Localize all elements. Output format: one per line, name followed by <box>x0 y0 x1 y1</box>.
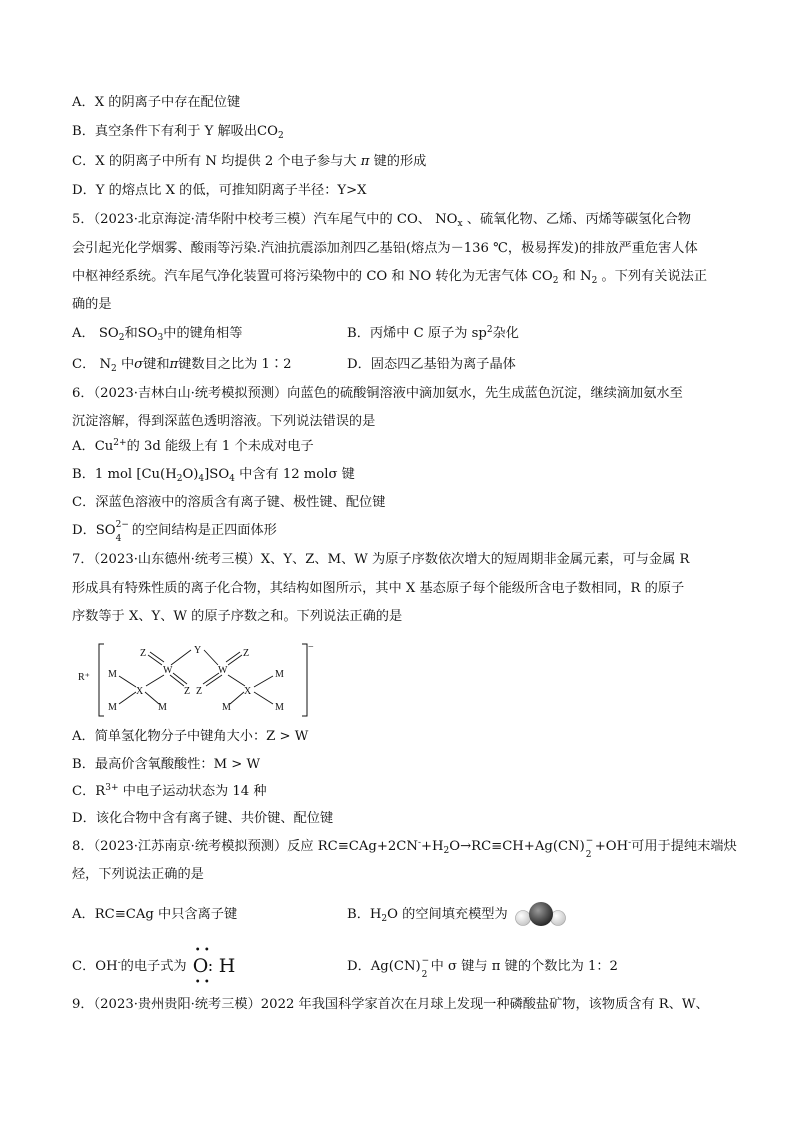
atom-w1: W <box>163 665 173 676</box>
q7-structure-figure <box>72 640 332 722</box>
cation-label: R⁺ <box>78 672 90 683</box>
atom-z2: Z <box>243 648 250 659</box>
atom-y: Y <box>194 645 202 656</box>
q8-stem-line2: 烃，下列说法正确的是 <box>72 867 204 882</box>
atom-z3: Z <box>184 686 191 697</box>
q4-option-b: B．真空条件下有利于 Y 解吸出$CO_2$ <box>72 124 284 141</box>
q5-stem-line1: 5．（2023·北京海淀·清华附中校考三模）汽车尾气中的 CO、 $NO_x$ 、硫氧化物、乙烯、丙烯等碳氢化合物 <box>72 212 691 229</box>
atom-m1: M <box>108 669 117 680</box>
q5-stem-line4: 确的是 <box>72 297 112 312</box>
q7-stem-line2: 形成具有特殊性质的离子化合物，其结构如图所示，其中 X 基态原子每个能级所含电子数相同，R 的原子 <box>72 581 685 596</box>
anion-charge: − <box>308 642 314 653</box>
atom-x2: X <box>244 686 252 697</box>
atom-m3: M <box>108 702 117 713</box>
q6-option-a: A．$Cu^{2+}$的 3d 能级上有 1 个未成对电子 <box>72 438 314 454</box>
atom-w2: W <box>218 665 228 676</box>
q5-stem-line2: 会引起光化学烟雾、酸雨等污染.汽油抗震添加剂四乙基铅(熔点为－136 ℃，极易挥发)的排放严重危害人体 <box>72 241 698 256</box>
q5-option-b: B．丙烯中 C 原子为 $sp^2$杂化 <box>347 325 519 341</box>
q7-option-d: D．该化合物中含有离子键、共价键、配位键 <box>72 811 334 826</box>
q8-option-a: A．RC≡CAg 中只含离子键 <box>72 907 238 922</box>
atom-m5: M <box>222 702 231 713</box>
q4-option-d: D．Y 的熔点比 X 的低，可推知阴离子半径：Y>X <box>72 183 367 198</box>
q6-option-d: D．SO 2− 4 的空间结构是正四面体形 <box>72 520 277 544</box>
q9-stem-line1: 9．（2023·贵州贵阳·统考三模）2022 年我国科学家首次在月球上发现一种磷酸盐矿物，该物质含有 R、W、 <box>72 997 709 1012</box>
q8-option-d: D．Ag(CN) − 2 中 σ 键与 π 键的个数比为 1：2 <box>347 956 618 980</box>
q8-option-b: B．$H_2O$ 的空间填充模型为 <box>347 907 508 924</box>
q4-option-a: A．X 的阴离子中存在配位键 <box>72 95 241 110</box>
q7-option-a: A．简单氢化物分子中键角大小：Z > W <box>72 729 309 744</box>
q7-option-c: C．$R^{3+}$ 中电子运动状态为 14 种 <box>72 783 267 799</box>
q7-stem-line3: 序数等于 X、Y、W 的原子序数之和。下列说法正确的是 <box>72 609 403 624</box>
q6-option-c: C．深蓝色溶液中的溶质含有离子键、极性键、配位键 <box>72 495 386 510</box>
q6-stem-line1: 6．（2023·吉林白山·统考模拟预测）向蓝色的硫酸铜溶液中滴加氨水，先生成蓝色沉淀，继续滴加氨水至 <box>72 386 683 401</box>
atom-m6: M <box>275 702 284 713</box>
water-space-filling-model <box>512 900 572 930</box>
q8-stem-line1: 8．（2023·江苏南京·统考模拟预测）反应 $RC\equiv CAg+2CN^-+H_2O\to RC\equiv CH+Ag(CN)$ − 2 +OH-可用于提纯末端炔 <box>72 836 737 860</box>
q4-option-c: C．X 的阴离子中所有 N 均提供 2 个电子参与大 π 键的形成 <box>72 154 427 169</box>
q7-option-b: B．最高价含氧酸酸性：M > W <box>72 757 261 772</box>
q8-option-c: C．OH-的电子式为 • • • • O : H <box>72 958 247 977</box>
q6-option-b: B．1 mol $[Cu(H_2O)_4]SO_4$ 中含有 12 molσ 键 <box>72 467 355 484</box>
q7-stem-line1: 7．（2023·山东德州·统考三模）X、Y、Z、M、W 为原子序数依次增大的短周期非金属元素，可与金属 R <box>72 552 690 567</box>
atom-m2: M <box>275 669 284 680</box>
atom-m4: M <box>158 702 167 713</box>
q6-stem-line2: 沉淀溶解，得到深蓝色透明溶液。下列说法错误的是 <box>72 414 376 429</box>
atom-z4: Z <box>196 686 203 697</box>
q5-option-d: D．固态四乙基铅为离子晶体 <box>347 357 516 372</box>
atom-z1: Z <box>140 648 147 659</box>
electron-dot-formula: • • • • O : H <box>192 945 236 988</box>
q5-option-c: C． $N_2$ 中σ键和π键数目之比为 1∶2 <box>72 357 292 374</box>
q5-stem-line3: 中枢神经系统。汽车尾气净化装置可将污染物中的 CO 和 NO 转化为无害气体 $CO_2$ 和 $N_2$ 。下列有关说法正 <box>72 269 708 286</box>
q5-option-a: A． $SO_2$和$SO_3$中的键角相等 <box>72 326 243 343</box>
atom-x1: X <box>136 686 144 697</box>
